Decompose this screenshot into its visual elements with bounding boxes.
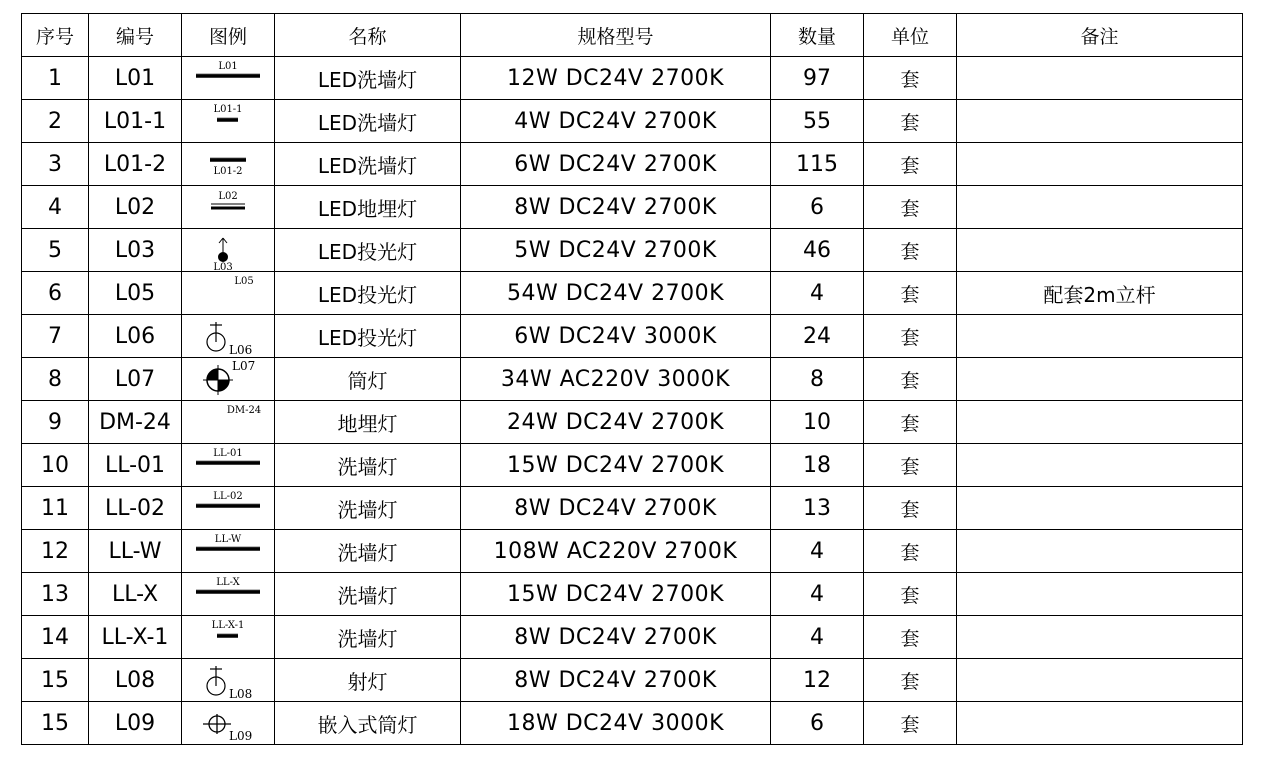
table-row [22,57,1243,100]
header-qty: 数量 [771,14,864,57]
legend-cell [182,573,275,616]
downlight-quadrant-icon [182,358,275,400]
unit-cell: 套 [864,659,957,702]
recessed-downlight-cross-icon [182,702,275,744]
header-unit: 单位 [864,14,957,57]
legend-label: L01-2 [213,166,243,177]
note-cell [957,702,1243,745]
table-row [22,272,1243,315]
header-name: 名称 [275,14,461,57]
code-cell: L03 [89,229,182,272]
seq-cell: 3 [22,143,89,186]
uplight-arrow-dot-icon [182,229,275,271]
name-cell: 筒灯 [275,358,461,401]
name-cell: LED洗墙灯 [275,57,461,100]
code-cell: LL-X-1 [89,616,182,659]
legend-label: L07 [232,359,256,373]
wall-washer-long-icon [182,530,275,572]
spec-cell: 6W DC24V 2700K [461,143,771,186]
table-row [22,702,1243,745]
wall-washer-short-icon [182,616,275,658]
unit-cell: 套 [864,229,957,272]
legend-cell [182,702,275,745]
code-cell: L01 [89,57,182,100]
table-row [22,186,1243,229]
note-cell: 配套2m立杆 [957,272,1243,315]
legend-label: LL-X [216,577,240,588]
header-code: 编号 [89,14,182,57]
spec-cell: 6W DC24V 3000K [461,315,771,358]
seq-cell: 15 [22,702,89,745]
table-row [22,401,1243,444]
lighting-schedule-table [21,13,1243,745]
legend-cell [182,100,275,143]
code-cell: LL-X [89,573,182,616]
seq-cell: 14 [22,616,89,659]
qty-cell: 13 [771,487,864,530]
note-cell [957,57,1243,100]
note-cell [957,573,1243,616]
spec-cell: 18W DC24V 3000K [461,702,771,745]
seq-cell: 1 [22,57,89,100]
inground-strip-icon [182,186,275,228]
unit-cell: 套 [864,358,957,401]
qty-cell: 4 [771,616,864,659]
header-row [22,14,1243,57]
legend-label: LL-W [214,534,242,545]
legend-label: L01 [218,61,238,72]
seq-cell: 6 [22,272,89,315]
note-cell [957,659,1243,702]
table-row [22,616,1243,659]
legend-cell [182,616,275,659]
qty-cell: 6 [771,186,864,229]
code-cell: LL-W [89,530,182,573]
name-cell: LED投光灯 [275,315,461,358]
legend-cell [182,358,275,401]
qty-cell: 8 [771,358,864,401]
legend-label: DM-24 [226,405,262,416]
spotlight-circle-icon [182,315,275,357]
seq-cell: 8 [22,358,89,401]
seq-cell: 12 [22,530,89,573]
spec-cell: 15W DC24V 2700K [461,573,771,616]
name-cell: 嵌入式筒灯 [275,702,461,745]
legend-cell [182,401,275,444]
seq-cell: 7 [22,315,89,358]
spec-cell: 8W DC24V 2700K [461,659,771,702]
name-cell: LED地埋灯 [275,186,461,229]
note-cell [957,100,1243,143]
qty-cell: 4 [771,272,864,315]
code-cell: L01-1 [89,100,182,143]
qty-cell: 55 [771,100,864,143]
qty-cell: 18 [771,444,864,487]
table-row [22,143,1243,186]
header-note: 备注 [957,14,1243,57]
note-cell [957,186,1243,229]
spec-cell: 8W DC24V 2700K [461,616,771,659]
spec-cell: 54W DC24V 2700K [461,272,771,315]
unit-cell: 套 [864,573,957,616]
qty-cell: 4 [771,573,864,616]
wall-washer-long-icon [182,57,275,99]
legend-cell [182,229,275,272]
table-row [22,100,1243,143]
table-row [22,487,1243,530]
name-cell: 洗墙灯 [275,444,461,487]
name-cell: LED投光灯 [275,272,461,315]
spec-cell: 24W DC24V 2700K [461,401,771,444]
table-row [22,444,1243,487]
wall-washer-medium-icon [182,143,275,185]
code-cell: L01-2 [89,143,182,186]
seq-cell: 5 [22,229,89,272]
legend-label: L09 [229,729,253,743]
seq-cell: 9 [22,401,89,444]
unit-cell: 套 [864,143,957,186]
spec-cell: 34W AC220V 3000K [461,358,771,401]
spec-cell: 8W DC24V 2700K [461,487,771,530]
seq-cell: 2 [22,100,89,143]
wall-washer-long-icon [182,487,275,529]
unit-cell: 套 [864,702,957,745]
code-cell: L05 [89,272,182,315]
name-cell: LED投光灯 [275,229,461,272]
unit-cell: 套 [864,272,957,315]
qty-cell: 97 [771,57,864,100]
note-cell [957,487,1243,530]
unit-cell: 套 [864,444,957,487]
table-row [22,659,1243,702]
spec-cell: 108W AC220V 2700K [461,530,771,573]
spec-cell: 15W DC24V 2700K [461,444,771,487]
wall-washer-short-icon [182,100,275,142]
legend-cell [182,57,275,100]
legend-label: LL-X-1 [211,620,245,631]
unit-cell: 套 [864,530,957,573]
note-cell [957,530,1243,573]
seq-cell: 11 [22,487,89,530]
note-cell [957,358,1243,401]
unit-cell: 套 [864,616,957,659]
note-cell [957,315,1243,358]
unit-cell: 套 [864,401,957,444]
qty-cell: 12 [771,659,864,702]
header-spec: 规格型号 [461,14,771,57]
note-cell [957,229,1243,272]
legend-cell [182,272,275,315]
note-cell [957,616,1243,659]
table-row [22,358,1243,401]
code-cell: L07 [89,358,182,401]
unit-cell: 套 [864,100,957,143]
spotlight-circle-icon [182,659,275,701]
legend-cell [182,315,275,358]
code-cell: L06 [89,315,182,358]
legend-cell [182,659,275,702]
wall-washer-long-icon [182,573,275,615]
spec-cell: 5W DC24V 2700K [461,229,771,272]
qty-cell: 4 [771,530,864,573]
table-row [22,229,1243,272]
legend-cell [182,444,275,487]
legend-cell [182,487,275,530]
legend-label-only [182,401,275,443]
name-cell: 洗墙灯 [275,530,461,573]
code-cell: LL-01 [89,444,182,487]
legend-cell [182,143,275,186]
code-cell: L02 [89,186,182,229]
qty-cell: 115 [771,143,864,186]
note-cell [957,143,1243,186]
unit-cell: 套 [864,186,957,229]
legend-cell [182,186,275,229]
legend-label: L06 [229,343,253,357]
legend-label: L01-1 [213,104,243,115]
code-cell: DM-24 [89,401,182,444]
code-cell: L08 [89,659,182,702]
name-cell: 射灯 [275,659,461,702]
spec-cell: 4W DC24V 2700K [461,100,771,143]
unit-cell: 套 [864,57,957,100]
legend-label: L03 [213,262,233,271]
legend-label: LL-01 [213,448,243,459]
legend-label: L08 [229,687,253,701]
name-cell: LED洗墙灯 [275,143,461,186]
name-cell: LED洗墙灯 [275,100,461,143]
table-row [22,530,1243,573]
qty-cell: 46 [771,229,864,272]
spec-cell: 12W DC24V 2700K [461,57,771,100]
note-cell [957,444,1243,487]
unit-cell: 套 [864,487,957,530]
qty-cell: 24 [771,315,864,358]
legend-label: L02 [218,191,238,202]
name-cell: 洗墙灯 [275,616,461,659]
note-cell [957,401,1243,444]
name-cell: 洗墙灯 [275,573,461,616]
legend-label: L05 [234,276,254,287]
header-seq: 序号 [22,14,89,57]
code-cell: L09 [89,702,182,745]
table-row [22,315,1243,358]
unit-cell: 套 [864,315,957,358]
name-cell: 洗墙灯 [275,487,461,530]
qty-cell: 6 [771,702,864,745]
name-cell: 地埋灯 [275,401,461,444]
code-cell: LL-02 [89,487,182,530]
table-row [22,573,1243,616]
spec-cell: 8W DC24V 2700K [461,186,771,229]
seq-cell: 4 [22,186,89,229]
seq-cell: 15 [22,659,89,702]
qty-cell: 10 [771,401,864,444]
seq-cell: 10 [22,444,89,487]
legend-label-only [182,272,275,314]
wall-washer-long-icon [182,444,275,486]
legend-label: LL-02 [213,491,243,502]
seq-cell: 13 [22,573,89,616]
legend-cell [182,530,275,573]
header-legend: 图例 [182,14,275,57]
